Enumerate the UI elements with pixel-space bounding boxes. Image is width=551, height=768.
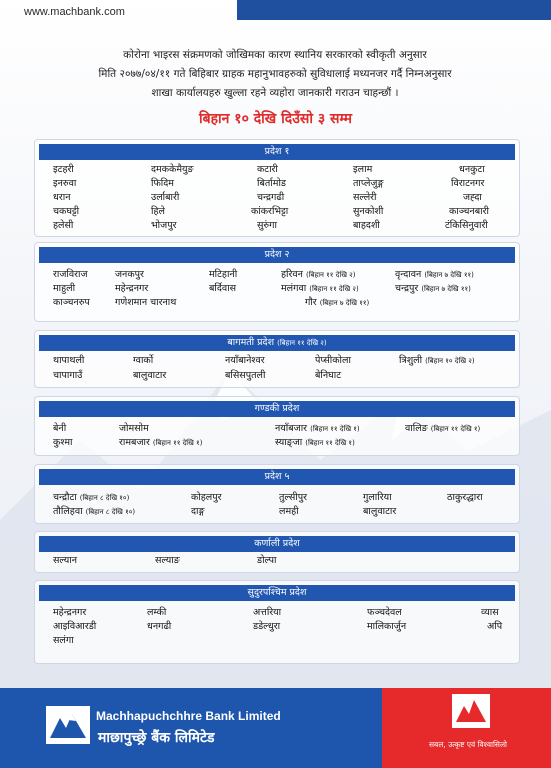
branch-item: कोहलपुर xyxy=(191,492,222,503)
branch-item: लम्की xyxy=(147,607,167,618)
branch-item: मालिकार्जुन xyxy=(367,621,407,632)
branch-item: बिर्तामोड xyxy=(257,178,286,189)
branch-item: धनगढी xyxy=(147,621,172,632)
branch-item: सल्याङ xyxy=(155,555,180,566)
top-bar xyxy=(0,0,551,22)
sudurpaschim-title: सुदुरपश्चिम प्रदेश xyxy=(39,585,515,601)
branch-item: जोमसोम xyxy=(119,423,149,434)
branch-item: डडेल्धुरा xyxy=(253,621,281,632)
branch-item: नयाँबानेश्वर xyxy=(225,355,265,366)
branch-item: चापागाउँ xyxy=(53,370,83,381)
branch-item: तौलिहवा (बिहान ८ देखि १०) xyxy=(53,506,136,517)
branch-item: सुरुंगा xyxy=(257,220,277,231)
bank-mark-icon xyxy=(452,694,490,728)
bagmati-panel xyxy=(34,330,520,388)
branch-item: हरिवन (बिहान ११ देखि २) xyxy=(281,269,356,280)
branch-item: कटारी xyxy=(257,164,278,175)
bank-name-english: Machhapuchchhre Bank Limited xyxy=(96,709,281,723)
branch-item: दाङ्ग xyxy=(191,506,205,517)
branch-item: अत्तरिया xyxy=(253,607,282,618)
branch-item: इलाम xyxy=(353,164,373,175)
branch-item: मटिहानी xyxy=(209,269,238,280)
branch-item: गौर (बिहान ७ देखि ११) xyxy=(305,297,370,308)
branch-item: धनकुटा xyxy=(459,164,485,175)
branch-item: कांकरभिट्टा xyxy=(251,206,289,217)
province-2-title: प्रदेश २ xyxy=(39,247,515,263)
branch-item: ताप्लेजुङ्ग xyxy=(353,178,384,189)
top-blue-band xyxy=(237,0,551,20)
branch-item: सल्यान xyxy=(53,555,78,566)
branch-item: स्याङ्जा (बिहान ११ देखि १) xyxy=(275,437,355,448)
branch-item: व्यास xyxy=(481,607,499,618)
karnali-title: कर्णाली प्रदेश xyxy=(39,536,515,552)
branch-item: फञ्चदेवल xyxy=(367,607,402,618)
website-url[interactable]: www.machbank.com xyxy=(24,6,125,18)
branch-item: पेप्सीकोला xyxy=(315,355,351,366)
branch-item: हिले xyxy=(151,206,165,217)
branch-item: डोल्पा xyxy=(257,555,277,566)
branch-item: अपि xyxy=(487,621,503,632)
branch-item: लमही xyxy=(279,506,299,517)
branch-item: महेन्द्रनगर xyxy=(115,283,149,294)
branch-item: नयाँबजार (बिहान ११ देखि १) xyxy=(275,423,360,434)
branch-item: इटहरी xyxy=(53,164,74,175)
branch-item: चकघट्टी xyxy=(53,206,80,217)
branch-item: ग्वार्को xyxy=(133,355,154,366)
branch-item: राजविराज xyxy=(53,269,88,280)
bank-slogan: सबल, उत्कृष्ट एवं विश्वासिलो xyxy=(428,740,508,749)
branch-item: काञ्चनबारी xyxy=(449,206,489,217)
bank-name-nepali: माछापुच्छ्रे बैंक लिमिटेड xyxy=(98,730,215,746)
notice-line-2: मिति २०७७/०४/११ गते बिहिबार ग्राहक महानुभावहरुको सुविधालाई मध्यनजर गर्दै निम्नअनुसार xyxy=(98,68,452,80)
province-2-panel xyxy=(34,242,520,322)
branch-item: हलेसी xyxy=(53,220,74,231)
branch-item: जह्दा xyxy=(463,192,482,203)
branch-item: गणेशमान चारनाथ xyxy=(115,297,177,308)
branch-item: महेन्द्रनगर xyxy=(53,607,87,618)
province-5-title: प्रदेश ५ xyxy=(39,469,515,485)
notice-line-1: कोरोना भाइरस संक्रमणको जोखिमका कारण स्थानिय सरकारको स्वीकृती अनुसार xyxy=(123,49,427,61)
branch-item: बालुवाटार xyxy=(363,506,397,517)
branch-item: थापाथली xyxy=(53,355,85,366)
province-5-panel xyxy=(34,464,520,524)
notice-line-3: शाखा कार्यालयहरु खुल्ला रहने व्यहोरा जानकारी गराउन चाहन्छौं । xyxy=(151,87,399,99)
branch-item: फिदिम xyxy=(151,178,174,189)
branch-item: मलंगवा (बिहान ११ देखि २) xyxy=(281,283,359,294)
branch-item: चन्द्रौटा (बिहान ८ देखि १०) xyxy=(53,492,130,503)
gandaki-title: गण्डकी प्रदेश xyxy=(39,401,515,417)
branch-item: रामबजार (बिहान ११ देखि १) xyxy=(119,437,203,448)
branch-item: उर्लाबारी xyxy=(151,192,180,203)
branch-item: वालिङ (बिहान ११ देखि १) xyxy=(405,423,481,434)
branch-item: गुलारिया xyxy=(363,492,392,503)
bank-logo-icon xyxy=(46,706,90,744)
branch-item: इनरुवा xyxy=(53,178,77,189)
branch-item: चन्द्रगढी xyxy=(257,192,285,203)
sudurpaschim-panel xyxy=(34,580,520,664)
karnali-panel xyxy=(34,531,520,573)
branch-item: बर्दिवास xyxy=(209,283,237,294)
branch-item: विराटनगर xyxy=(451,178,485,189)
branch-item: बाहदशी xyxy=(353,220,380,231)
opening-hours: बिहान १० देखि दिउँसो ३ सम्म xyxy=(198,111,352,127)
gandaki-panel xyxy=(34,396,520,456)
branch-item: आइविआरडी xyxy=(53,621,97,632)
branch-item: कुश्मा xyxy=(53,437,73,448)
branch-item: सुनकोशी xyxy=(353,206,384,217)
branch-item: दमककेमैयुङ xyxy=(151,164,194,175)
bagmati-title: बागमती प्रदेश (बिहान ११ देखि २) xyxy=(39,335,515,351)
branch-item: जनकपुर xyxy=(115,269,144,280)
branch-item: तुल्सीपुर xyxy=(279,492,307,503)
branch-item: बेनिघाट xyxy=(315,370,342,381)
branch-item: वृन्दावन (बिहान ७ देखि ११) xyxy=(395,269,474,280)
branch-item: सलंगा xyxy=(53,635,74,646)
branch-item: ठाकुरद्धारा xyxy=(447,492,483,503)
branch-item: त्रिशुली (बिहान १० देखि २) xyxy=(399,355,475,366)
branch-item: धरान xyxy=(53,192,71,203)
branch-item: चन्द्रपुर (बिहान ७ देखि ११) xyxy=(395,283,471,294)
branch-item: बेनी xyxy=(53,423,67,434)
branch-item: सल्लेरी xyxy=(353,192,377,203)
branch-item: भोजपुर xyxy=(151,220,177,231)
branch-item: टंकिसिनुवारी xyxy=(445,220,488,231)
branch-item: बालुवाटार xyxy=(133,370,167,381)
branch-item: काञ्चनरुप xyxy=(53,297,90,308)
province-1-panel xyxy=(34,139,520,237)
branch-item: माहुली xyxy=(53,283,76,294)
branch-item: बसिसपुतली xyxy=(225,370,266,381)
province-1-title: प्रदेश १ xyxy=(39,144,515,160)
notice-intro xyxy=(40,46,510,103)
